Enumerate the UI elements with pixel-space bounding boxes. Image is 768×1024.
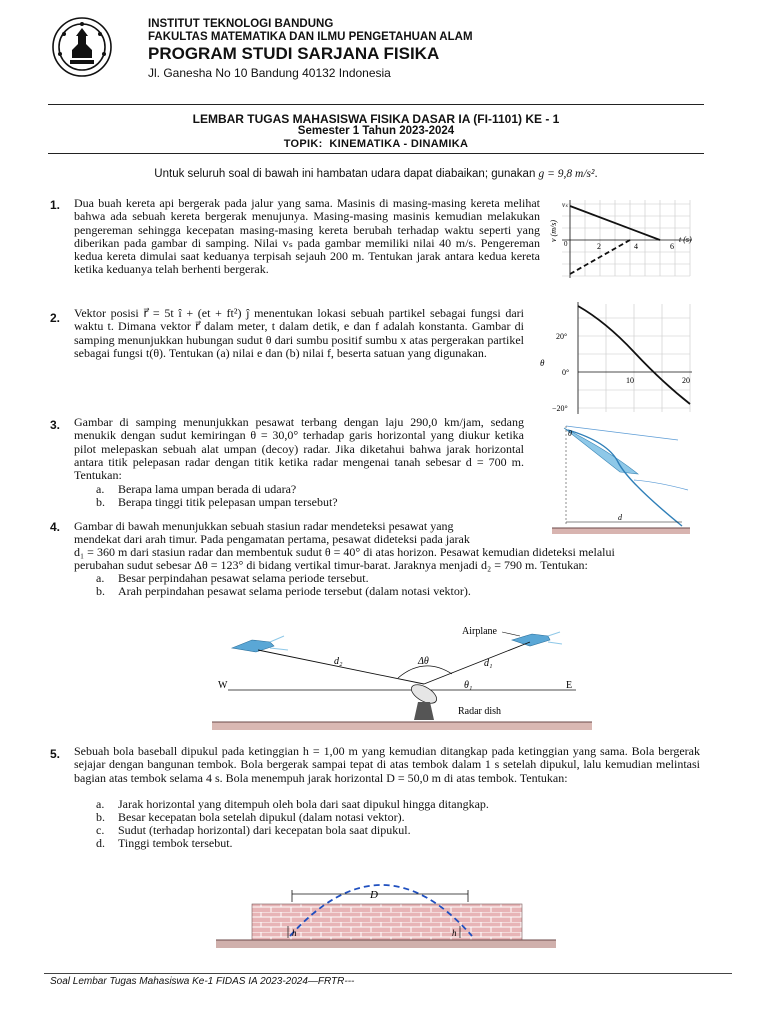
topic <box>48 138 704 150</box>
figure-decoy-drop <box>548 422 694 542</box>
d2-label: d₂ <box>334 656 343 667</box>
west-label: W <box>218 680 228 691</box>
ground <box>216 940 556 948</box>
item-text: Arah perpindahan pesawat selama periode tersebut (dalam notasi vektor). <box>118 584 471 598</box>
item-text: Jarak horizontal yang ditempuh oleh bola dari saat dipukul hingga ditangkap. <box>118 797 489 811</box>
item-text: Berapa lama umpan berada di udara? <box>118 482 297 496</box>
question-number: 5. <box>50 747 61 761</box>
y-axis-label: θ <box>540 358 545 368</box>
y-axis-label: v (m/s) <box>549 220 558 242</box>
divider <box>48 104 704 105</box>
item-letter: b. <box>96 584 105 598</box>
airplane-left-icon <box>232 640 274 652</box>
question-4-line-3: d₁ = 360 m dari stasiun radar dan membentuk sudut θ = 40° di atas horizon. Pesawat kemudian dideteksi melalui <box>74 545 615 559</box>
airplane-pointer <box>502 632 520 636</box>
item-letter: c. <box>96 823 105 837</box>
tick-0: 0° <box>562 368 570 377</box>
semester: Semester 1 Tahun 2023-2024 <box>297 125 455 137</box>
institution-name: INSTITUT TEKNOLOGI BANDUNG <box>148 18 334 30</box>
vs-label: vₛ <box>562 201 568 209</box>
tick-x20: 20 <box>682 376 690 385</box>
footer-divider <box>44 973 732 974</box>
h-left-label: h <box>292 928 297 938</box>
item-letter: b. <box>96 495 105 509</box>
tick-0: 0 <box>564 240 568 248</box>
D-label: D <box>370 889 378 901</box>
document-title: LEMBAR TUGAS MAHASISWA FISIKA DASAR IA (FI-1101) KE - 1 <box>192 112 560 126</box>
question-1-text: Dua buah kereta api bergerak pada jalur yang sama. Masinis di masing-masing kereta melihat bahwa ada sebuah kereta bergerak menujunya. Masing-masing masinis kemudian melakukan pengereman sehingga kecepatan masing-masing kereta berubah terhadap waktu seperti yang diberikan pada gambar di samping. Nilai vₛ pada gambar memiliki nilai 40 m/s. Pengereman kedua kereta dimulai saat keduanya terpisah sejauh 200 m. Tentukan jarak antara kedua kereta ketika keduanya telah berhenti bergerak. <box>74 196 540 277</box>
tick-4: 4 <box>634 242 638 251</box>
question-number: 4. <box>50 520 61 534</box>
footer-text: Soal Lembar Tugas Mahasiswa Ke-1 FIDAS IA 2023-2024—FRTR--- <box>50 976 355 987</box>
x-axis-label: t (s) <box>679 235 692 244</box>
airplane-icon <box>564 428 638 474</box>
plane-path <box>634 480 688 490</box>
question-4-line-4: perubahan sudut sebesar Δθ = 123° di bidang vertikal timur-barat. Jaraknya menjadi d₂ = 790 m. Tentukan: <box>74 558 588 572</box>
d1-line <box>424 642 530 684</box>
d1-label: d₁ <box>484 658 493 669</box>
question-5d <box>96 837 233 850</box>
faculty-name: FAKULTAS MATEMATIKA DAN ILMU PENGETAHUAN ALAM <box>148 31 473 43</box>
question-5-text: Sebuah bola baseball dipukul pada ketinggian h = 1,00 m yang kemudian ditangkap pada ketinggian yang sama. Bola bergerak sejajar dengan bangunan tembok. Bola bergerak sampai tepat di atas tembok dalam 1 s setelah dipukul, lalu kemudian melintasi bagian atas tembok selama 4 s. Bola menempuh jarak horizontal D = 50,0 m di atas tembok. Tentukan: <box>74 744 700 785</box>
airplane-left-wing <box>270 636 288 650</box>
question-2-text: Vektor posisi r⃗ = 5t î + (et + ft²) ĵ menentukan lokasi sebuah partikel sebagai fungsi dari waktu t. Dimana vektor r⃗ dalam meter, t dalam detik, e dan f adalah konstanta. Gambar di samping menunjukkan hubungan sudut θ dari sumbu positif sumbu x atas pergerakan partikel sebagai fungsi t(θ). Tentukan (a) nilai e dan (b) nilai f, beserta satuan yang digunakan. <box>74 306 524 360</box>
ground <box>552 528 690 534</box>
radar-tower <box>414 702 434 720</box>
h-right-label: h <box>452 928 457 938</box>
item-letter: a. <box>96 797 105 811</box>
east-label: E <box>566 680 573 691</box>
question-4b <box>96 585 471 598</box>
airplane-label: Airplane <box>462 626 497 637</box>
distance-label: d <box>618 513 622 522</box>
tick-10: 10 <box>626 376 634 385</box>
intro-text: Untuk seluruh soal di bawah ini hambatan udara dapat diabaikan; gunakan <box>154 168 539 180</box>
item-text: Sudut (terhadap horizontal) dari kecepatan bola saat dipukul. <box>118 823 411 837</box>
item-text: Besar perpindahan pesawat selama periode tersebut. <box>118 571 369 585</box>
divider <box>48 153 704 154</box>
figure-theta-time <box>536 300 698 416</box>
item-letter: a. <box>96 482 105 496</box>
item-letter: a. <box>96 571 105 585</box>
tick-20: 20° <box>556 332 568 341</box>
item-letter: b. <box>96 810 105 824</box>
question-4-line-1: Gambar di bawah menunjukkan sebuah stasiun radar mendeteksi pesawat yang <box>74 519 454 533</box>
item-text: Besar kecepatan bola setelah dipukul (dalam notasi vektor). <box>118 810 405 824</box>
question-3b <box>96 496 338 509</box>
figure-velocity-time <box>548 196 704 280</box>
airplane-right-wing <box>548 632 562 644</box>
question-number: 2. <box>50 311 61 325</box>
item-text: Berapa tinggi titik pelepasan umpan tersebut? <box>118 495 338 509</box>
itb-logo <box>48 14 138 80</box>
delta-theta-label: Δθ <box>418 656 429 667</box>
theta1-label: θ₁ <box>464 680 473 691</box>
tick-neg20: −20° <box>552 404 568 413</box>
ground <box>212 722 592 730</box>
tick-2: 2 <box>597 242 601 251</box>
question-number: 1. <box>50 198 61 212</box>
topic-value: KINEMATIKA - DINAMIKA <box>329 138 469 150</box>
tick-6: 6 <box>670 242 674 251</box>
theta-label: θ <box>568 429 572 438</box>
gravity-value: g = 9,8 m/s² <box>538 168 595 180</box>
instructions <box>48 168 704 180</box>
address: Jl. Ganesha No 10 Bandung 40132 Indonesia <box>148 66 391 80</box>
question-number: 3. <box>50 418 61 432</box>
question-3-text: Gambar di samping menunjukkan pesawat terbang dengan laju 290,0 km/jam, sedang menukik dengan sudut kemiringan θ = 30,0° terhadap garis horizontal yang diukur ketika pilot melepaskan sebuah alat umpan (decoy) radar. Jika diketahui bahwa jarak horizontal antara titik pelepasan radar dengan titik ketika radar mengenai tanah sebesar d = 700 m. Tentukan: <box>74 415 524 483</box>
program-name: PROGRAM STUDI SARJANA FISIKA <box>148 44 440 63</box>
intro-end: . <box>594 168 598 180</box>
question-4-line-2: mendekat dari arah timur. Pada pengamatan pertama, pesawat dideteksi pada jarak <box>74 532 470 546</box>
item-text: Tinggi tembok tersebut. <box>118 836 233 850</box>
figure-baseball-wall <box>216 862 556 952</box>
item-letter: d. <box>96 836 105 850</box>
airplane-right-icon <box>512 634 550 646</box>
figure-radar-station <box>212 618 592 734</box>
radar-dish-label: Radar dish <box>458 706 502 717</box>
topic-label: TOPIK: <box>283 138 323 150</box>
